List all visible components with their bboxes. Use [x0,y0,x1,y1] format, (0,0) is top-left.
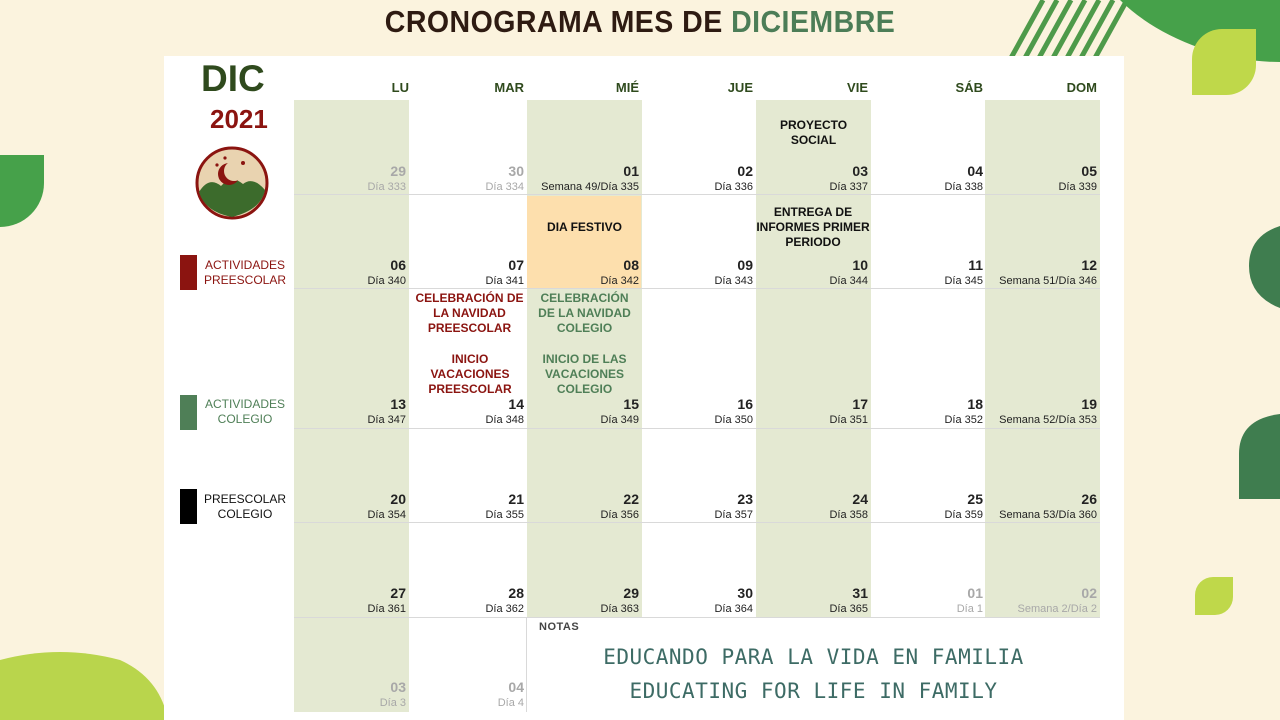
day-label: Día 361 [367,603,406,615]
day-cell [985,163,1100,195]
legend-preescolar: ACTIVIDADES PREESCOLAR [203,258,287,287]
day-number: 26 [1081,491,1097,507]
day-number: 03 [852,163,868,179]
weekday-header: DOM [1066,80,1097,95]
day-cell [527,585,642,617]
day-number: 07 [508,257,524,273]
day-label: Día 350 [714,414,753,426]
day-number: 30 [508,163,524,179]
day-label: Día 4 [497,697,524,709]
event-navidad-colegio: CELEBRACIÓN DE LA NAVIDAD COLEGIO [538,291,631,335]
day-label: Día 365 [829,603,868,615]
day-label: Día 364 [714,603,753,615]
day-number: 01 [623,163,639,179]
day-number: 28 [508,585,524,601]
day-number: 29 [390,163,406,179]
day-number: 06 [390,257,406,273]
day-label: Día 333 [367,181,406,193]
leaf-decoration-right-1 [1249,226,1280,308]
day-cell [412,491,527,523]
day-label: Día 359 [944,509,983,521]
day-cell [871,491,986,523]
day-label: Día 348 [485,414,524,426]
day-number: 21 [508,491,524,507]
day-label: Día 3 [379,697,406,709]
weekday-header: SÁB [955,80,983,95]
day-cell [756,163,871,195]
day-label: Día 336 [714,181,753,193]
page-title [51,4,1229,40]
day-cell [527,396,642,428]
day-cell [412,396,527,428]
day-label: Semana 49/Día 335 [541,181,639,193]
day-cell [294,679,409,711]
day-number: 02 [1081,585,1097,601]
motto-english: EDUCATING FOR LIFE IN FAMILY [629,679,998,703]
event-dia-festivo: DIA FESTIVO [547,220,622,234]
day-cell [985,585,1100,617]
day-label: Día 337 [829,181,868,193]
day-cell [294,396,409,428]
day-cell [756,257,871,289]
day-cell [412,585,527,617]
month-label: DIC [201,58,265,99]
day-label: Día 358 [829,509,868,521]
weekday-header: MAR [494,80,524,95]
day-label: Semana 53/Día 360 [999,509,1097,521]
day-label: Día 343 [714,275,753,287]
day-number: 20 [390,491,406,507]
day-number: 25 [967,491,983,507]
day-cell [294,491,409,523]
day-label: Día 347 [367,414,406,426]
day-number: 24 [852,491,868,507]
day-number: 12 [1081,257,1097,273]
day-number: 16 [737,396,753,412]
day-cell [641,396,756,428]
day-number: 29 [623,585,639,601]
weekday-header: JUE [727,80,753,95]
day-cell [412,163,527,195]
leaf-decoration-right-2 [1239,414,1280,499]
day-number: 17 [852,396,868,412]
day-number: 15 [623,396,639,412]
event-vacaciones-preescolar: INICIO VACACIONES PREESCOLAR [428,352,512,396]
day-label: Semana 51/Día 346 [999,275,1097,287]
day-cell [756,585,871,617]
day-cell [641,257,756,289]
legend-swatch-preescolar [180,255,197,290]
weekday-header: VIE [847,80,868,95]
day-number: 09 [737,257,753,273]
day-cell [985,257,1100,289]
day-label: Día 338 [944,181,983,193]
day-number: 14 [508,396,524,412]
day-number: 23 [737,491,753,507]
day-cell [641,491,756,523]
legend-swatch-ambos [180,489,197,524]
day-number: 18 [967,396,983,412]
day-label: Semana 2/Día 2 [1017,603,1097,615]
day-cell [412,679,527,711]
weekday-header: MIÉ [615,80,639,95]
day-label: Día 351 [829,414,868,426]
notes-label: NOTAS [539,621,580,633]
weekday-header: LU [391,80,409,95]
day-label: Día 352 [944,414,983,426]
day-cell [294,257,409,289]
day-number: 01 [967,585,983,601]
legend-colegio: ACTIVIDADES COLEGIO [204,397,285,426]
day-number: 04 [967,163,983,179]
day-number: 10 [852,257,868,273]
day-number: 31 [852,585,868,601]
day-number: 19 [1081,396,1097,412]
day-cell [871,585,986,617]
day-number: 11 [968,257,983,273]
event-vacaciones-colegio: INICIO DE LAS VACACIONES COLEGIO [542,352,627,396]
legend-ambos: PREESCOLAR COLEGIO [203,492,287,521]
day-cell [985,396,1100,428]
day-cell [871,257,986,289]
day-label: Día 342 [600,275,639,287]
day-cell [756,491,871,523]
day-number: 22 [623,491,639,507]
day-label: Día 356 [600,509,639,521]
day-cell [871,163,986,195]
day-number: 04 [508,679,524,695]
day-cell [641,163,756,195]
day-cell [294,163,409,195]
day-cell [527,257,642,289]
event-proyecto-social: PROYECTO SOCIAL [779,118,848,147]
day-label: Día 354 [367,509,406,521]
leaf-decoration-left [0,155,44,227]
day-label: Semana 52/Día 353 [999,414,1097,426]
day-cell [294,585,409,617]
day-cell [412,257,527,289]
day-label: Día 362 [485,603,524,615]
day-number: 30 [737,585,753,601]
title-accent: DICIEMBRE [731,4,896,39]
day-label: Día 363 [600,603,639,615]
day-cell [527,163,642,195]
leaf-decoration-right-small [1195,577,1233,615]
day-number: 05 [1081,163,1097,179]
school-logo [195,146,269,220]
legend-swatch-colegio [180,395,197,430]
day-label: Día 357 [714,509,753,521]
day-number: 02 [737,163,753,179]
leaf-decoration-bottom-left [0,648,170,720]
day-number: 08 [623,257,639,273]
event-entrega-informes: ENTREGA DE INFORMES PRIMER PERIODO [756,205,870,249]
title-main: CRONOGRAMA MES DE [384,4,732,39]
day-label: Día 1 [956,603,983,615]
day-cell [756,396,871,428]
day-number: 27 [390,585,406,601]
year-label: 2021 [210,104,268,134]
day-cell [527,491,642,523]
day-cell [641,585,756,617]
grid-row-line [294,428,1100,429]
day-label: Día 349 [600,414,639,426]
day-label: Día 344 [829,275,868,287]
day-number: 03 [390,679,406,695]
day-label: Día 341 [485,275,524,287]
event-navidad-preescolar: CELEBRACIÓN DE LA NAVIDAD PREESCOLAR [415,291,524,335]
day-label: Día 334 [485,181,524,193]
day-label: Día 355 [485,509,524,521]
day-cell [985,491,1100,523]
day-cell [871,396,986,428]
motto-spanish: EDUCANDO PARA LA VIDA EN FAMILIA [603,645,1024,669]
grid-row-line [294,617,1100,618]
day-label: Día 345 [944,275,983,287]
day-number: 13 [390,396,406,412]
day-label: Día 340 [367,275,406,287]
day-label: Día 339 [1058,181,1097,193]
